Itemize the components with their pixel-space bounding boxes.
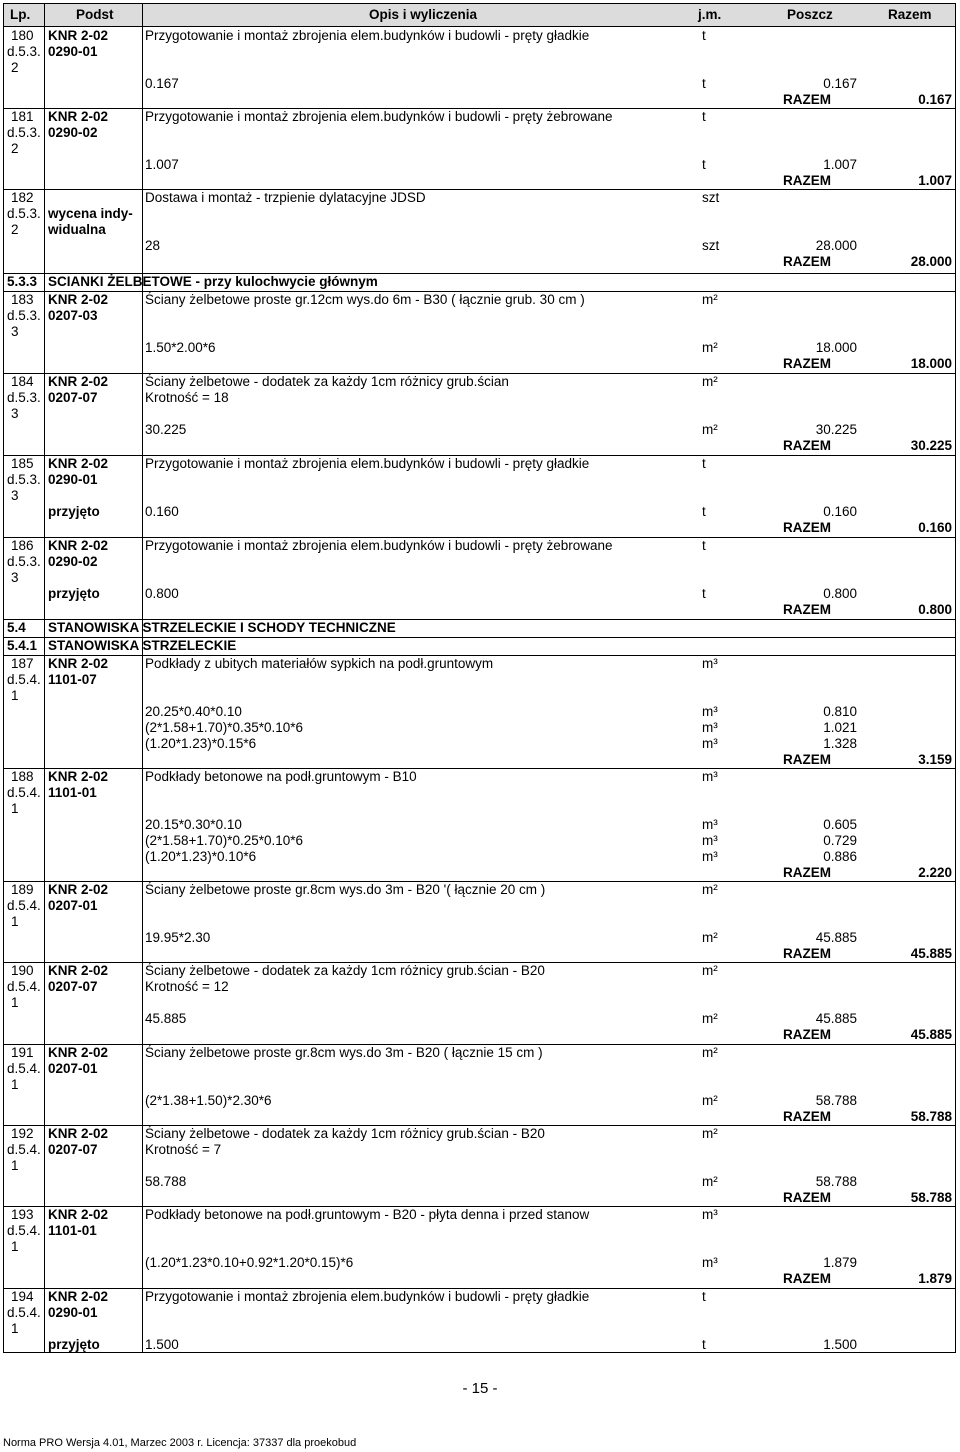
calc-value: 58.788 xyxy=(815,1093,857,1108)
calc-unit: m² xyxy=(702,930,718,945)
item-basis: KNR 2-02 xyxy=(48,963,109,978)
item-description: Przygotowanie i montaż zbrojenia elem.budynków i budowli - pręty gładkie xyxy=(145,456,590,471)
item-lp: 1 xyxy=(11,914,19,929)
software-note: Norma PRO Wersja 4.01, Marzec 2003 r. Licencja: 37337 dla proekobud xyxy=(3,1437,357,1449)
header-podst: Podst xyxy=(76,7,114,22)
calc-label: przyjęto xyxy=(48,504,100,519)
item-lp: d.5.3. xyxy=(7,44,41,59)
calc-label: przyjęto xyxy=(48,586,100,601)
item-lp: 2 xyxy=(11,141,19,156)
item-lp: 183 xyxy=(11,292,34,307)
razem-value: 58.788 xyxy=(910,1109,952,1124)
item-basis: KNR 2-02 xyxy=(48,1207,109,1222)
item-basis: 1101-01 xyxy=(48,1223,97,1238)
item-description: Przygotowanie i montaż zbrojenia elem.budynków i budowli - pręty gładkie xyxy=(145,1289,590,1304)
calc-unit: m² xyxy=(702,1093,718,1108)
calc-value: 1.021 xyxy=(823,720,857,735)
item-lp: 1 xyxy=(11,1158,19,1173)
razem-label: RAZEM xyxy=(783,1190,831,1205)
calc-expression: 20.15*0.30*0.10 xyxy=(145,817,242,832)
item-description: Ściany żelbetowe proste gr.8cm wys.do 3m - B20 '( łącznie 20 cm ) xyxy=(145,882,546,897)
razem-label: RAZEM xyxy=(783,1271,831,1286)
item-basis: KNR 2-02 xyxy=(48,1289,109,1304)
item-basis: 1101-07 xyxy=(48,672,97,687)
item-unit: m³ xyxy=(702,656,718,671)
calc-expression: 0.167 xyxy=(145,76,179,91)
calc-expression: 0.160 xyxy=(145,504,179,519)
item-basis: KNR 2-02 xyxy=(48,1126,109,1141)
item-lp: 192 xyxy=(11,1126,34,1141)
item-description: Krotność = 7 xyxy=(145,1142,222,1157)
razem-value: 30.225 xyxy=(910,438,952,453)
razem-label: RAZEM xyxy=(783,1027,831,1042)
table-header xyxy=(4,4,955,26)
item-lp: 194 xyxy=(11,1289,34,1304)
calc-unit: t xyxy=(702,1337,706,1352)
item-lp: 193 xyxy=(11,1207,34,1222)
razem-value: 58.788 xyxy=(910,1190,952,1205)
calc-value: 1.879 xyxy=(823,1255,857,1270)
item-unit: m² xyxy=(702,1045,718,1060)
header-jm: j.m. xyxy=(698,7,722,22)
calc-value: 0.167 xyxy=(823,76,857,91)
calc-label: przyjęto xyxy=(48,1337,100,1352)
section-number: 5.4.1 xyxy=(7,638,38,653)
calc-value: 1.007 xyxy=(823,157,857,172)
item-basis: KNR 2-02 xyxy=(48,109,109,124)
calc-unit: m³ xyxy=(702,736,718,751)
razem-value: 1.007 xyxy=(918,173,952,188)
item-description: Przygotowanie i montaż zbrojenia elem.budynków i budowli - pręty gładkie xyxy=(145,28,590,43)
calc-unit: m³ xyxy=(702,849,718,864)
item-description: Podkłady betonowe na podł.gruntowym - B20 - płyta denna i przed stanow xyxy=(145,1207,590,1222)
item-lp: 185 xyxy=(11,456,34,471)
item-unit: t xyxy=(702,538,706,553)
section-title: STANOWISKA STRZELECKIE xyxy=(48,638,237,653)
item-lp: 2 xyxy=(11,60,19,75)
item-basis: 0290-01 xyxy=(48,44,98,59)
calc-expression: 28 xyxy=(145,238,161,253)
item-basis: KNR 2-02 xyxy=(48,374,109,389)
calc-unit: m³ xyxy=(702,817,718,832)
item-unit: m² xyxy=(702,882,718,897)
section-title: STANOWISKA STRZELECKIE I SCHODY TECHNICZNE xyxy=(48,620,396,635)
item-description: Przygotowanie i montaż zbrojenia elem.budynków i budowli - pręty żebrowane xyxy=(145,109,613,124)
razem-label: RAZEM xyxy=(783,173,831,188)
calc-value: 0.160 xyxy=(823,504,857,519)
item-lp: 182 xyxy=(11,190,34,205)
razem-value: 3.159 xyxy=(918,752,952,767)
item-lp: d.5.3. xyxy=(7,308,41,323)
calc-value: 1.328 xyxy=(823,736,857,751)
calc-unit: t xyxy=(702,76,706,91)
item-basis: widualna xyxy=(48,222,106,237)
item-unit: m³ xyxy=(702,769,718,784)
item-lp: d.5.4. xyxy=(7,785,41,800)
column-divider xyxy=(44,4,45,1352)
item-basis: 0207-07 xyxy=(48,1142,98,1157)
item-lp: d.5.4. xyxy=(7,898,41,913)
calc-expression: 45.885 xyxy=(145,1011,187,1026)
item-basis: KNR 2-02 xyxy=(48,656,109,671)
razem-label: RAZEM xyxy=(783,254,831,269)
header-lp: Lp. xyxy=(10,7,31,22)
item-lp: d.5.3. xyxy=(7,554,41,569)
item-description: Ściany żelbetowe proste gr.8cm wys.do 3m - B20 ( łącznie 15 cm ) xyxy=(145,1045,543,1060)
section-title: SCIANKI ŻELBETOWE - przy kulochwycie głównym xyxy=(48,274,378,289)
item-lp: 189 xyxy=(11,882,34,897)
item-lp: d.5.3. xyxy=(7,125,41,140)
item-lp: 3 xyxy=(11,488,19,503)
page-number: - 15 - xyxy=(462,1380,498,1397)
item-lp: 186 xyxy=(11,538,34,553)
item-basis: 0207-03 xyxy=(48,308,98,323)
header-razem: Razem xyxy=(888,7,932,22)
calc-value: 30.225 xyxy=(815,422,857,437)
cost-estimate-table xyxy=(3,3,956,1353)
calc-unit: m² xyxy=(702,1011,718,1026)
calc-expression: 30.225 xyxy=(145,422,187,437)
item-description: Podkłady z ubitych materiałów sypkich na podł.gruntowym xyxy=(145,656,494,671)
calc-expression: 20.25*0.40*0.10 xyxy=(145,704,242,719)
item-description: Krotność = 12 xyxy=(145,979,229,994)
calc-value: 0.605 xyxy=(823,817,857,832)
item-lp: 1 xyxy=(11,1321,19,1336)
razem-label: RAZEM xyxy=(783,356,831,371)
item-lp: 184 xyxy=(11,374,34,389)
item-lp: d.5.4. xyxy=(7,1061,41,1076)
item-lp: d.5.4. xyxy=(7,979,41,994)
calc-value: 1.500 xyxy=(823,1337,857,1352)
calc-value: 0.729 xyxy=(823,833,857,848)
calc-value: 45.885 xyxy=(815,1011,857,1026)
razem-value: 45.885 xyxy=(910,946,952,961)
item-description: Przygotowanie i montaż zbrojenia elem.budynków i budowli - pręty żebrowane xyxy=(145,538,613,553)
calc-value: 45.885 xyxy=(815,930,857,945)
item-lp: d.5.4. xyxy=(7,1305,41,1320)
item-basis: KNR 2-02 xyxy=(48,769,109,784)
calc-expression: (1.20*1.23*0.10+0.92*1.20*0.15)*6 xyxy=(145,1255,354,1270)
item-basis: 0207-01 xyxy=(48,898,98,913)
item-lp: 188 xyxy=(11,769,34,784)
calc-unit: m² xyxy=(702,340,718,355)
item-lp: 1 xyxy=(11,1077,19,1092)
item-basis: 0207-07 xyxy=(48,979,98,994)
calc-expression: (2*1.38+1.50)*2.30*6 xyxy=(145,1093,272,1108)
calc-expression: 1.007 xyxy=(145,157,179,172)
calc-expression: (2*1.58+1.70)*0.25*0.10*6 xyxy=(145,833,304,848)
item-lp: 2 xyxy=(11,222,19,237)
calc-unit: m³ xyxy=(702,1255,718,1270)
item-lp: 191 xyxy=(11,1045,34,1060)
calc-unit: t xyxy=(702,586,706,601)
calc-value: 0.886 xyxy=(823,849,857,864)
calc-unit: m³ xyxy=(702,704,718,719)
item-description: Ściany żelbetowe - dodatek za każdy 1cm różnicy grub.ścian - B20 xyxy=(145,1126,545,1141)
calc-unit: m³ xyxy=(702,720,718,735)
item-lp: d.5.3. xyxy=(7,472,41,487)
item-lp: d.5.4. xyxy=(7,1142,41,1157)
calc-unit: m² xyxy=(702,1174,718,1189)
item-basis: 0290-02 xyxy=(48,125,98,140)
section-number: 5.3.3 xyxy=(7,274,38,289)
item-lp: 3 xyxy=(11,570,19,585)
calc-unit: t xyxy=(702,504,706,519)
item-unit: t xyxy=(702,1289,706,1304)
calc-unit: t xyxy=(702,157,706,172)
item-basis: 0207-01 xyxy=(48,1061,98,1076)
razem-value: 0.167 xyxy=(918,92,952,107)
razem-label: RAZEM xyxy=(783,602,831,617)
calc-expression: 0.800 xyxy=(145,586,179,601)
razem-value: 45.885 xyxy=(910,1027,952,1042)
item-lp: d.5.4. xyxy=(7,672,41,687)
item-unit: m² xyxy=(702,292,718,307)
item-basis: 1101-01 xyxy=(48,785,97,800)
calc-unit: m² xyxy=(702,422,718,437)
razem-label: RAZEM xyxy=(783,92,831,107)
item-basis: KNR 2-02 xyxy=(48,538,109,553)
header-divider xyxy=(4,26,955,27)
item-basis: KNR 2-02 xyxy=(48,28,109,43)
calc-expression: (1.20*1.23)*0.15*6 xyxy=(145,736,257,751)
item-description: Ściany żelbetowe proste gr.12cm wys.do 6m - B30 ( łącznie grub. 30 cm ) xyxy=(145,292,585,307)
item-basis: 0290-01 xyxy=(48,1305,98,1320)
razem-label: RAZEM xyxy=(783,1109,831,1124)
item-lp: 181 xyxy=(11,109,34,124)
calc-value: 0.810 xyxy=(823,704,857,719)
calc-value: 28.000 xyxy=(815,238,857,253)
calc-expression: 1.500 xyxy=(145,1337,179,1352)
razem-label: RAZEM xyxy=(783,865,831,880)
calc-expression: 1.50*2.00*6 xyxy=(145,340,216,355)
calc-expression: 58.788 xyxy=(145,1174,187,1189)
razem-value: 0.160 xyxy=(918,520,952,535)
calc-value: 58.788 xyxy=(815,1174,857,1189)
razem-value: 0.800 xyxy=(918,602,952,617)
item-unit: m² xyxy=(702,963,718,978)
calc-expression: 19.95*2.30 xyxy=(145,930,211,945)
item-description: Ściany żelbetowe - dodatek za każdy 1cm różnicy grub.ścian xyxy=(145,374,509,389)
item-description: Ściany żelbetowe - dodatek za każdy 1cm różnicy grub.ścian - B20 xyxy=(145,963,545,978)
item-basis: KNR 2-02 xyxy=(48,456,109,471)
item-basis: KNR 2-02 xyxy=(48,292,109,307)
item-unit: t xyxy=(702,109,706,124)
razem-value: 18.000 xyxy=(910,356,952,371)
item-lp: 1 xyxy=(11,688,19,703)
calc-unit: m³ xyxy=(702,833,718,848)
item-basis: KNR 2-02 xyxy=(48,1045,109,1060)
razem-label: RAZEM xyxy=(783,946,831,961)
item-unit: t xyxy=(702,28,706,43)
calc-expression: (1.20*1.23)*0.10*6 xyxy=(145,849,257,864)
column-divider xyxy=(142,4,143,1352)
header-opis: Opis i wyliczenia xyxy=(369,7,478,22)
razem-value: 1.879 xyxy=(918,1271,952,1286)
item-lp: d.5.4. xyxy=(7,1223,41,1238)
calc-value: 18.000 xyxy=(815,340,857,355)
item-description: Krotność = 18 xyxy=(145,390,229,405)
item-basis: 0290-02 xyxy=(48,554,98,569)
razem-label: RAZEM xyxy=(783,752,831,767)
item-lp: d.5.3. xyxy=(7,206,41,221)
item-unit: t xyxy=(702,456,706,471)
calc-unit: szt xyxy=(702,238,720,253)
item-unit: m³ xyxy=(702,1207,718,1222)
item-description: Dostawa i montaż - trzpienie dylatacyjne JDSD xyxy=(145,190,426,205)
razem-label: RAZEM xyxy=(783,520,831,535)
item-lp: 1 xyxy=(11,1239,19,1254)
razem-value: 2.220 xyxy=(918,865,952,880)
item-basis: 0207-07 xyxy=(48,390,98,405)
item-unit: m² xyxy=(702,374,718,389)
item-lp: d.5.3. xyxy=(7,390,41,405)
razem-value: 28.000 xyxy=(910,254,952,269)
item-lp: 1 xyxy=(11,801,19,816)
section-number: 5.4 xyxy=(7,620,26,635)
item-lp: 180 xyxy=(11,28,34,43)
calc-expression: (2*1.58+1.70)*0.35*0.10*6 xyxy=(145,720,304,735)
header-poszcz: Poszcz xyxy=(787,7,833,22)
item-unit: m² xyxy=(702,1126,718,1141)
calc-value: 0.800 xyxy=(823,586,857,601)
item-lp: 187 xyxy=(11,656,34,671)
item-basis: wycena indy- xyxy=(48,206,133,221)
item-lp: 3 xyxy=(11,324,19,339)
item-unit: szt xyxy=(702,190,720,205)
razem-label: RAZEM xyxy=(783,438,831,453)
item-lp: 190 xyxy=(11,963,34,978)
item-lp: 1 xyxy=(11,995,19,1010)
item-lp: 3 xyxy=(11,406,19,421)
item-basis: 0290-01 xyxy=(48,472,98,487)
item-basis: KNR 2-02 xyxy=(48,882,109,897)
item-description: Podkłady betonowe na podł.gruntowym - B10 xyxy=(145,769,417,784)
